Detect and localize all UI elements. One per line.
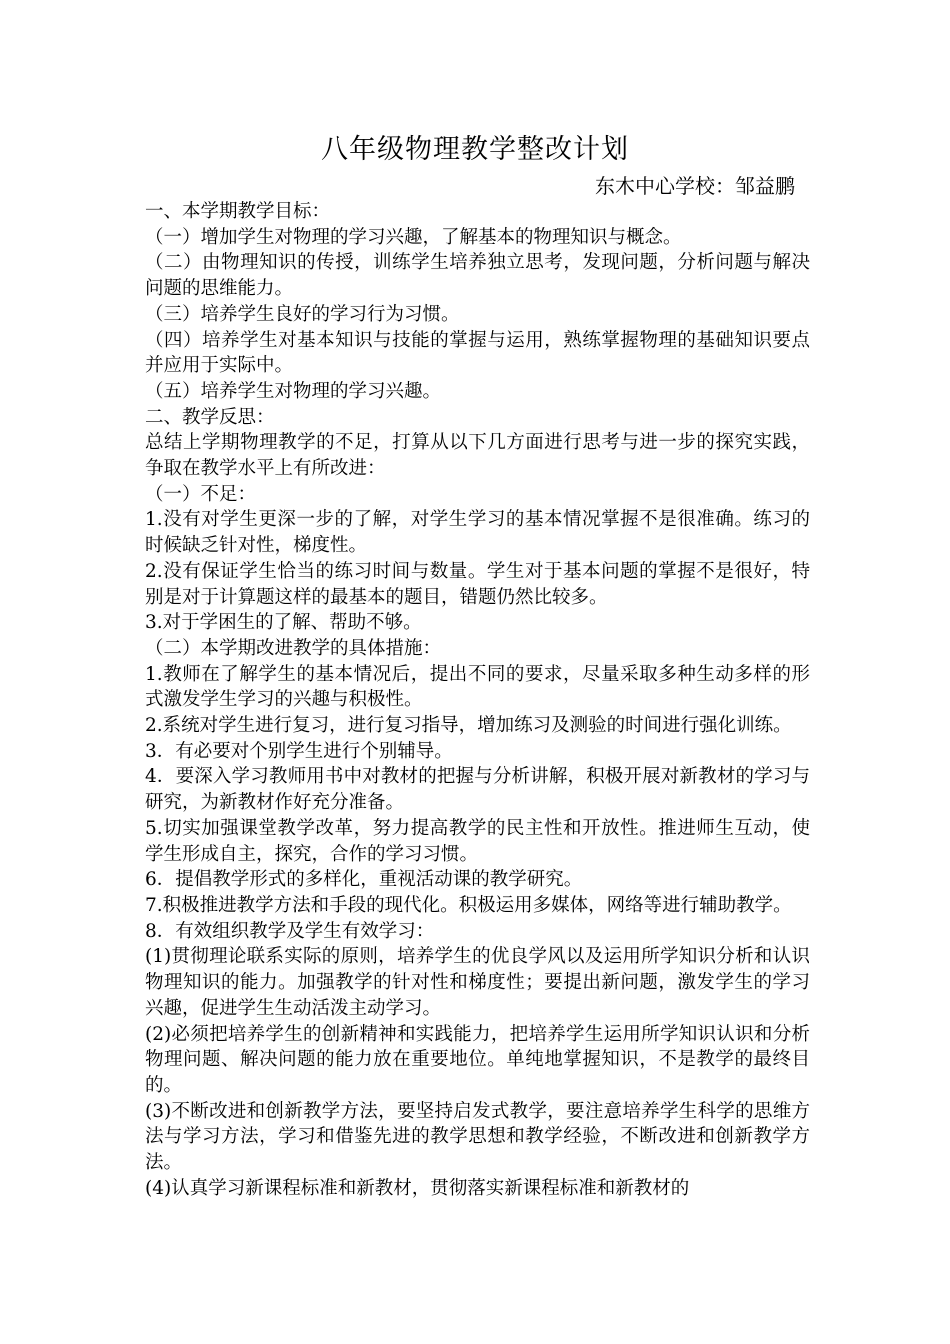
paragraph: （一）不足： bbox=[145, 483, 257, 505]
paragraph: 4．要深入学习教师用书中对教材的把握与分析讲解，积极开展对新教材的学习与研究，为新教材作好充分准备。 bbox=[145, 766, 810, 814]
paragraph: (3)不断改进和创新教学方法，要坚持启发式教学，要注意培养学生科学的思维方法与学习方法，学习和借鉴先进的教学思想和教学经验，不断改进和创新教学方法。 bbox=[145, 1100, 810, 1174]
paragraph: 3.对于学困生的了解、帮助不够。 bbox=[145, 612, 422, 634]
paragraph: (4)认真学习新课程标准和新教材，贯彻落实新课程标准和新教材的 bbox=[145, 1177, 690, 1199]
paragraph: （一）增加学生对物理的学习兴趣，了解基本的物理知识与概念。 bbox=[145, 226, 682, 248]
paragraph: 7.积极推进教学方法和手段的现代化。积极运用多媒体，网络等进行辅助教学。 bbox=[145, 894, 792, 916]
paragraph: 5.切实加强课堂教学改革，努力提高教学的民主性和开放性。推进师生互动，使学生形成自主，探究，合作的学习习惯。 bbox=[145, 817, 810, 865]
document-body bbox=[145, 199, 810, 1201]
paragraph: （二）本学期改进教学的具体措施： bbox=[145, 637, 442, 659]
paragraph: 8．有效组织教学及学生有效学习： bbox=[145, 920, 435, 942]
paragraph: 总结上学期物理教学的不足，打算从以下几方面进行思考与进一步的探究实践，争取在教学水平上有所改进： bbox=[145, 432, 810, 480]
paragraph: 二、教学反思： bbox=[145, 406, 275, 428]
paragraph: 1.教师在了解学生的基本情况后，提出不同的要求，尽量采取多种生动多样的形式激发学生学习的兴趣与积极性。 bbox=[145, 663, 810, 711]
paragraph: （二）由物理知识的传授，训练学生培养独立思考，发现问题，分析问题与解决问题的思维能力。 bbox=[145, 252, 810, 300]
paragraph: (1)贯彻理论联系实际的原则，培养学生的优良学风以及运用所学知识分析和认识物理知识的能力。加强教学的针对性和梯度性；要提出新问题，激发学生的学习兴趣，促进学生生动活泼主动学习。 bbox=[145, 946, 810, 1019]
paragraph: 3．有必要对个别学生进行个别辅导。 bbox=[145, 740, 453, 762]
paragraph: （四）培养学生对基本知识与技能的掌握与运用，熟练掌握物理的基础知识要点并应用于实际中。 bbox=[145, 329, 810, 377]
paragraph: 1.没有对学生更深一步的了解，对学生学习的基本情况掌握不是很准确。练习的时候缺乏针对性，梯度性。 bbox=[145, 509, 810, 557]
paragraph: （五）培养学生对物理的学习兴趣。 bbox=[145, 380, 442, 402]
document-title: 八年级物理教学整改计划 bbox=[321, 134, 629, 165]
author-line: 东木中心学校：邹益鹏 bbox=[595, 174, 795, 198]
paragraph: 一、本学期教学目标： bbox=[145, 201, 331, 222]
paragraph: 2.系统对学生进行复习，进行复习指导，增加练习及测验的时间进行强化训练。 bbox=[145, 715, 792, 737]
paragraph: 2.没有保证学生恰当的练习时间与数量。学生对于基本问题的掌握不是很好，特别是对于计算题这样的最基本的题目，错题仍然比较多。 bbox=[145, 560, 810, 608]
paragraph: (2)必须把培养学生的创新精神和实践能力，把培养学生运用所学知识认识和分析物理问题、解决问题的能力放在重要地位。单纯地掌握知识，不是教学的最终目的。 bbox=[145, 1023, 810, 1096]
paragraph: 6．提倡教学形式的多样化，重视活动课的教学研究。 bbox=[145, 869, 583, 891]
paragraph: （三）培养学生良好的学习行为习惯。 bbox=[145, 303, 460, 325]
